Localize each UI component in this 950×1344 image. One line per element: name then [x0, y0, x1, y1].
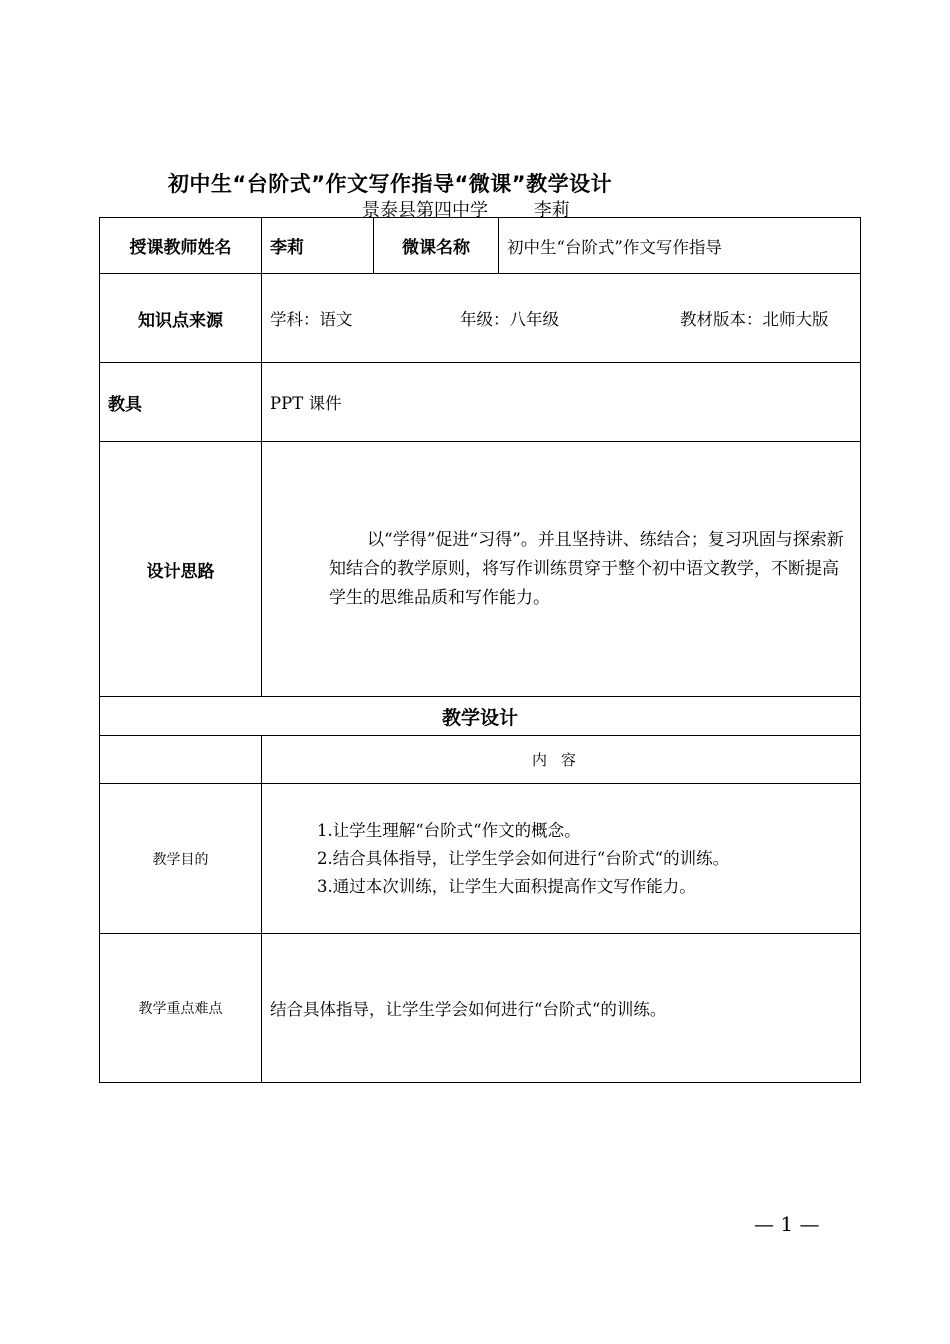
source-row	[100, 274, 861, 363]
content-header-empty	[100, 736, 262, 784]
teacher-label: 授课教师姓名	[100, 218, 262, 274]
section-title: 教学设计	[100, 697, 861, 736]
key-text: 结合具体指导，让学生学会如何进行“台阶式“的训练。	[262, 934, 861, 1083]
design-label: 设计思路	[100, 442, 262, 697]
goal-item: 2.结合具体指导，让学生学会如何进行“台阶式“的训练。	[317, 848, 730, 868]
content-header-row	[100, 736, 861, 784]
goals-row	[100, 784, 861, 934]
page-number: — 1 —	[754, 1212, 820, 1236]
content-header: 内容	[262, 736, 861, 784]
key-label: 教学重点难点	[100, 934, 262, 1083]
goal-item: 3.通过本次训练，让学生大面积提高作文写作能力。	[317, 876, 696, 896]
design-text: 以“学得”促进“习得”。并且坚持讲、练结合；复习巩固与探索新知结合的教学原则，将写作训练贯穿于整个初中语文教学，不断提高学生的思维品质和写作能力。	[262, 442, 861, 697]
course-label: 微课名称	[374, 218, 499, 274]
subject-text: 学科：语文	[270, 310, 353, 329]
grade-text: 年级：八年级	[460, 310, 559, 329]
tools-row	[100, 363, 861, 442]
edition-text: 教材版本：北师大版	[680, 310, 829, 329]
lesson-design-table	[99, 217, 861, 1083]
key-points-row	[100, 934, 861, 1083]
goals-label: 教学目的	[100, 784, 262, 934]
course-value: 初中生“台阶式”作文写作指导	[499, 218, 861, 274]
goals-list	[262, 784, 861, 934]
teacher-value: 李莉	[262, 218, 374, 274]
document-subtitle: 景泰县第四中学 李莉	[362, 200, 570, 221]
section-row	[100, 697, 861, 736]
tools-label: 教具	[100, 363, 262, 442]
goal-item: 1.让学生理解“台阶式“作文的概念。	[317, 820, 581, 840]
source-label: 知识点来源	[100, 274, 262, 363]
teacher-row	[100, 218, 861, 274]
tools-value: PPT 课件	[262, 363, 861, 442]
design-row	[100, 442, 861, 697]
source-value	[262, 274, 861, 363]
document-title: 初中生“台阶式”作文写作指导“微课”教学设计	[167, 172, 613, 196]
